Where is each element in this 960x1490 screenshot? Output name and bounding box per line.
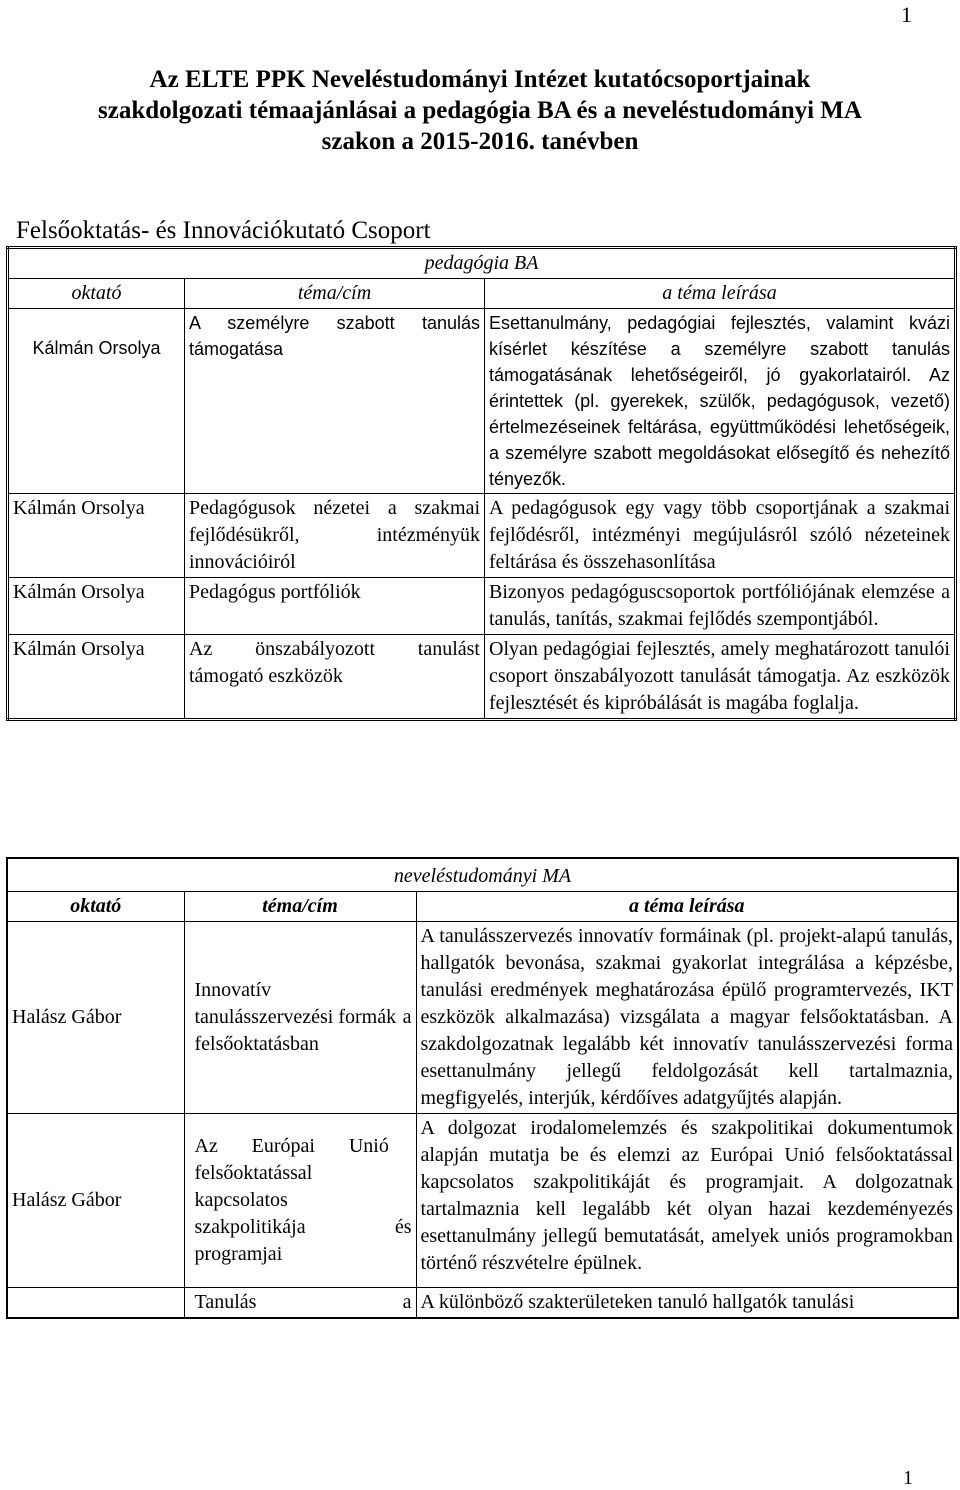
ma-section-title: neveléstudományi MA — [7, 858, 958, 892]
title-line: szakon a 2015-2016. tanévben — [321, 128, 639, 155]
topic-main-text: Innovatív tanulásszervezési formák — [194, 979, 397, 1028]
topic-cell — [184, 1114, 416, 1288]
topic-end-text: programjai — [194, 1243, 283, 1265]
ma-topics-table — [6, 857, 959, 1319]
description-cell: Esettanulmány, pedagógiai fejlesztés, valamint kvázi kísérlet készítése a személyre szabott tanulás támogatásának lehetőségeiről, jó gyakorlatairól. Az érintettek (pl. gyerekek, szülők, pedagógusok, vezető) értelmezéseinek feltárása, együttműködési lehetőségeik, a személyre szabott megoldásokat elősegítő és nehezítő tényezők. — [485, 309, 956, 494]
table-row — [7, 1288, 958, 1319]
ba-topics-table — [6, 246, 957, 721]
ma-header-description: a téma leírása — [416, 892, 958, 922]
ba-header-topic: téma/cím — [185, 279, 485, 309]
description-cell: A különböző szakterületeken tanuló hallgatók tanulási — [416, 1288, 958, 1319]
description-cell: A pedagógusok egy vagy több csoportjának a szakmai fejlődésről, intézményi megújulásról szóló nézeteinek feltárása és összehasonlítása — [485, 494, 956, 578]
ba-header-description: a téma leírása — [485, 279, 956, 309]
group-title: Felsőoktatás- és Innovációkutató Csoport — [16, 217, 431, 244]
title-line: szakdolgozati témaajánlásai a pedagógia BA és a neveléstudományi MA — [98, 97, 862, 124]
ba-section-title: pedagógia BA — [8, 248, 956, 279]
teacher-cell: Kálmán Orsolya — [8, 309, 185, 494]
topic-side-text: a — [402, 1291, 412, 1313]
ma-header-teacher: oktató — [7, 892, 184, 922]
topic-cell: Pedagógus portfóliók — [185, 578, 485, 635]
topic-side-text: és — [394, 1216, 412, 1238]
table-row — [8, 578, 956, 635]
table-row — [8, 494, 956, 578]
teacher-cell: Kálmán Orsolya — [8, 578, 185, 635]
page-number-bottom: 1 — [903, 1467, 913, 1489]
topic-cell: Pedagógusok nézetei a szakmai fejlődésükről, intézményük innovációiról — [185, 494, 485, 578]
ma-header-topic: téma/cím — [184, 892, 416, 922]
topic-cell: Az önszabályozott tanulást támogató eszközök — [185, 635, 485, 720]
title-line: Az ELTE PPK Neveléstudományi Intézet kutatócsoportjainak — [149, 66, 811, 93]
teacher-cell: Halász Gábor — [7, 922, 184, 1114]
description-cell: A tanulásszervezés innovatív formáinak (pl. projekt-alapú tanulás, hallgatók bevonása, szakmai gyakorlat integrálása a képzésbe, tanulási eredmények meghatározása épülő programtervezés, IKT eszközök alkalmazása) vizsgálata a magyar felsőoktatásban. A szakdolgozatnak legalább két innovatív tanulásszervezési forma esettanulmány jellegű feldolgozását kell tartalmaznia, megfigyelés, interjúk, kérdőíves adatgyűjtés alapján. — [416, 922, 958, 1114]
description-cell: Bizonyos pedagóguscsoportok portfóliójának elemzése a tanulás, tanítás, szakmai fejlődés szempontjából. — [485, 578, 956, 635]
description-cell: A dolgozat irodalomelemzés és szakpolitikai dokumentumok alapján mutatja be és elemzi az Európai Unió felsőoktatással kapcsolatos szakpolitikáját és programjait. A dolgozatnak tartalmaznia kell legalább két olyan hazai kezdeményezés esettanulmány jellegű bemutatását, amelyek uniós programokban történő részvételre épülnek. — [416, 1114, 958, 1288]
teacher-cell — [7, 1288, 184, 1319]
table-row — [8, 309, 956, 494]
teacher-cell: Kálmán Orsolya — [8, 494, 185, 578]
teacher-cell: Kálmán Orsolya — [8, 635, 185, 720]
topic-cell — [184, 922, 416, 1114]
topic-end-text: felsőoktatásban — [194, 1033, 319, 1055]
description-cell: Olyan pedagógiai fejlesztés, amely meghatározott tanulói csoport önszabályozott tanulását támogatja. Az eszközök fejlesztését és kipróbálását is magába foglalja. — [485, 635, 956, 720]
ba-header-teacher: oktató — [8, 279, 185, 309]
document-title — [0, 64, 960, 157]
topic-side-text: a — [402, 1006, 412, 1028]
table-row — [7, 1114, 958, 1288]
topic-main-text: Az Európai Unió felsőoktatással kapcsolatos szakpolitikája — [194, 1135, 389, 1238]
table-row — [8, 635, 956, 720]
teacher-cell: Halász Gábor — [7, 1114, 184, 1288]
topic-cell: A személyre szabott tanulás támogatása — [185, 309, 485, 494]
topic-main-text: Tanulás — [194, 1291, 257, 1313]
page-number-top: 1 — [901, 2, 912, 27]
table-row — [7, 922, 958, 1114]
topic-cell — [184, 1288, 416, 1319]
